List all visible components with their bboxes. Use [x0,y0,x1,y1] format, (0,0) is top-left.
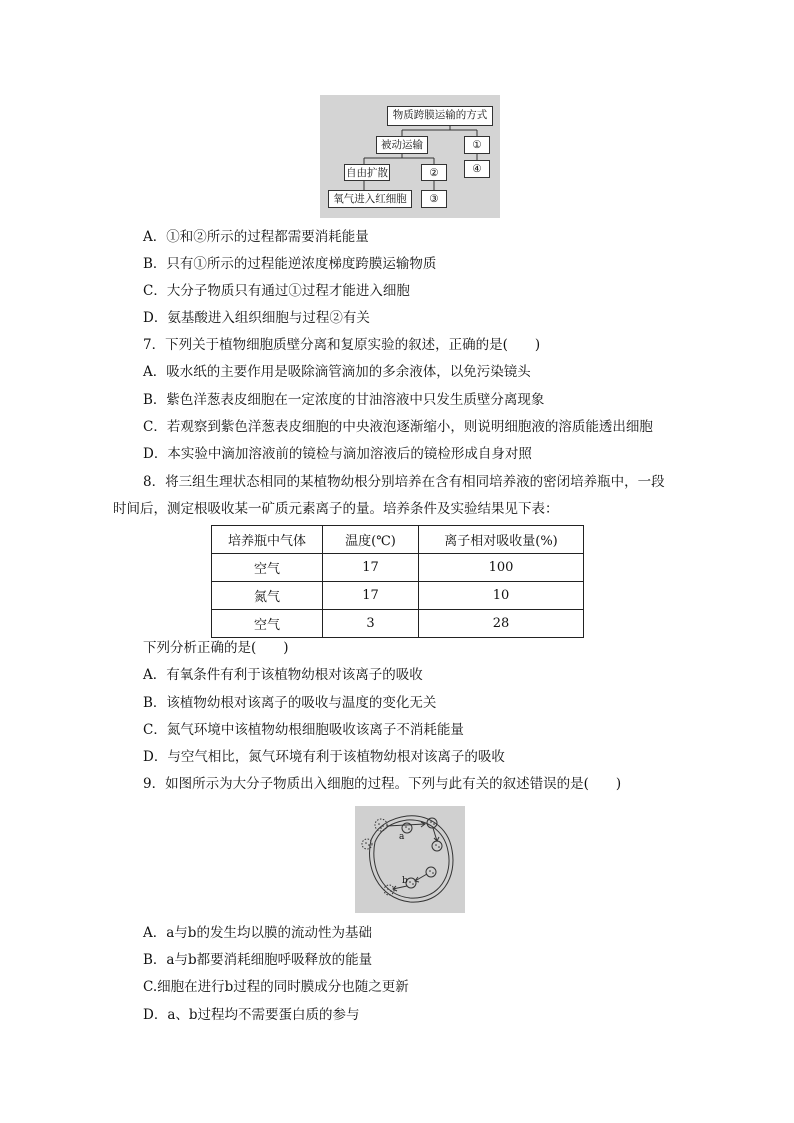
transport-concept-map [320,95,500,218]
passive-transport-box: 被动运输 [376,136,428,154]
process-a-label: a [399,832,405,842]
q7-option-b: B．紫色洋葱表皮细胞在一定浓度的甘油溶液中只发生质壁分离现象 [143,392,545,408]
q9-option-c: C.细胞在进行b过程的同时膜成分也随之更新 [143,979,409,995]
numbered-box-2: ② [421,164,447,181]
cell-membrane-drawing [355,806,465,913]
q8-option-d: D．与空气相比，氮气环境有利于该植物幼根对该离子的吸收 [143,749,505,765]
table-cell: 10 [419,582,584,610]
table-cell: 空气 [212,554,323,582]
q8-prompt: 下列分析正确的是( ) [143,640,289,656]
table-row [212,582,584,610]
q7-option-a: A．吸水纸的主要作用是吸除滴管滴加的多余液体，以免污染镜头 [143,364,531,380]
table-cell: 100 [419,554,584,582]
q8-stem-line2: 时间后，测定根吸收某一矿质元素离子的量。培养条件及实验结果见下表： [113,501,559,517]
q7-option-c: C．若观察到紫色洋葱表皮细胞的中央液泡逐渐缩小，则说明细胞液的溶质能透出细胞 [143,419,653,435]
q9-option-b: B．a与b都要消耗细胞呼吸释放的能量 [143,952,373,968]
table-cell: 空气 [212,610,323,638]
table-cell: 17 [323,582,419,610]
q7-option-d: D．本实验中滴加溶液前的镜检与滴加溶液后的镜检形成自身对照 [143,446,532,462]
q8-option-a: A．有氧条件有利于该植物幼根对该离子的吸收 [143,667,423,683]
process-b-label: b [402,876,408,886]
results-table [211,525,584,638]
table-cell: 氮气 [212,582,323,610]
table-cell: 17 [323,554,419,582]
q9-option-d: D．a、b过程均不需要蛋白质的参与 [143,1007,360,1023]
numbered-box-4: ④ [464,160,490,178]
q6-option-c: C．大分子物质只有通过①过程才能进入细胞 [143,283,410,299]
q8-option-c: C．氮气环境中该植物幼根细胞吸收该离子不消耗能量 [143,722,464,738]
table-header-cell: 温度(℃) [323,526,419,554]
table-cell: 3 [323,610,419,638]
q8-option-b: B．该植物幼根对该离子的吸收与温度的变化无关 [143,695,437,711]
example-box: 氧气进入红细胞 [328,190,412,208]
table-header-cell: 离子相对吸收量(%) [419,526,584,554]
q8-stem-line1: 8．将三组生理状态相同的某植物幼根分别培养在含有相同培养液的密闭培养瓶中，一段 [143,474,665,490]
table-header-cell: 培养瓶中气体 [212,526,323,554]
numbered-box-1: ① [464,136,490,154]
q6-option-d: D．氨基酸进入组织细胞与过程②有关 [143,310,370,326]
root-box: 物质跨膜运输的方式 [387,106,493,126]
table-row [212,554,584,582]
q6-option-b: B．只有①所示的过程能逆浓度梯度跨膜运输物质 [143,256,437,272]
q9-option-a: A．a与b的发生均以膜的流动性为基础 [143,925,372,941]
table-row [212,610,584,638]
q7-stem: 7．下列关于植物细胞质壁分离和复原实验的叙述，正确的是( ) [143,337,541,353]
endocytosis-exocytosis-diagram [355,806,465,913]
table-cell: 28 [419,610,584,638]
free-diffusion-box: 自由扩散 [344,164,390,181]
q6-option-a: A．①和②所示的过程都需要消耗能量 [143,229,369,245]
table-header-row [212,526,584,554]
numbered-box-3: ③ [421,190,447,208]
q9-stem: 9．如图所示为大分子物质出入细胞的过程。下列与此有关的叙述错误的是( ) [143,776,622,792]
